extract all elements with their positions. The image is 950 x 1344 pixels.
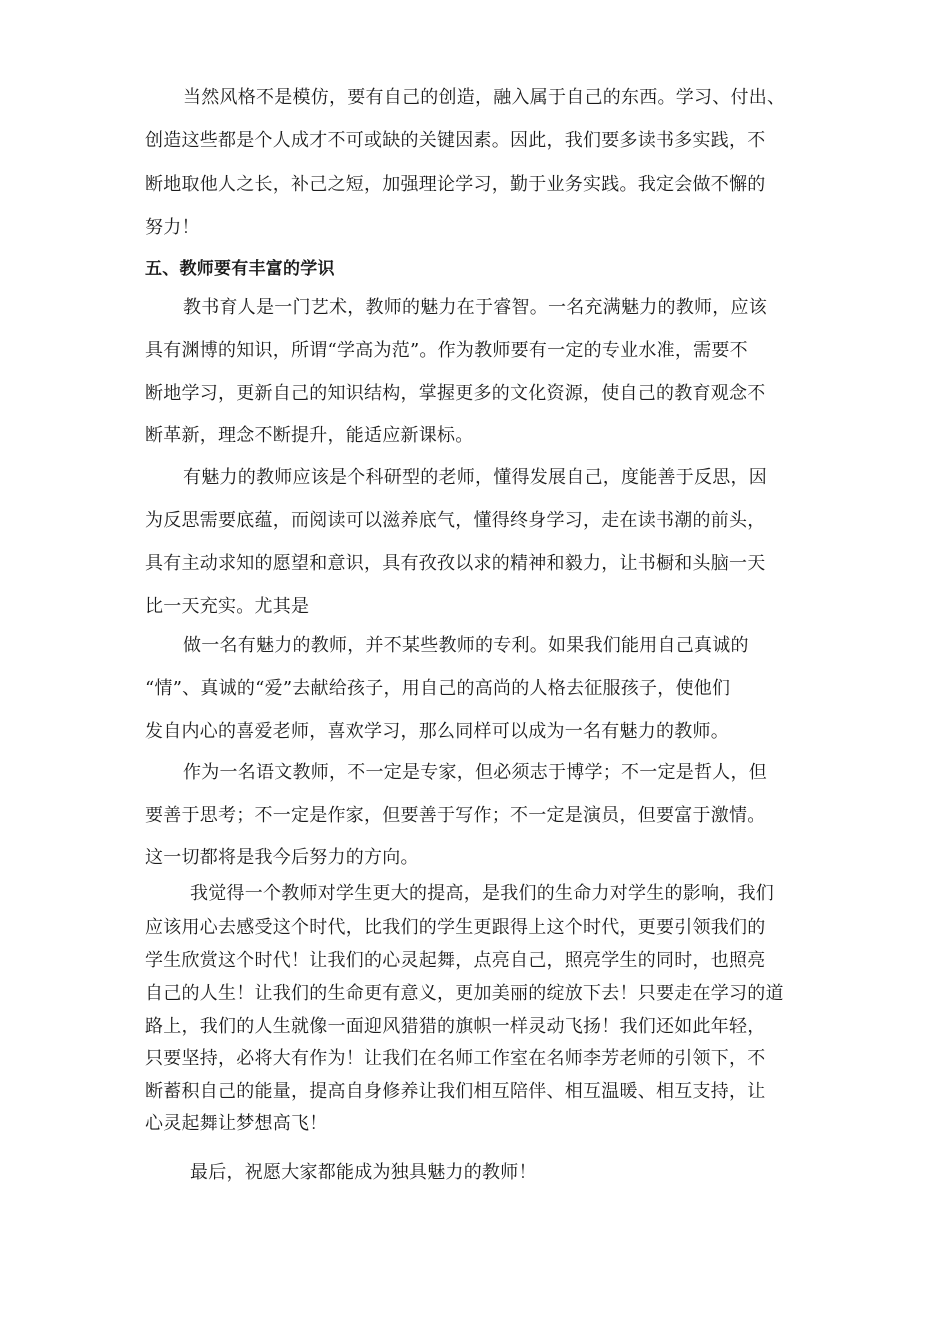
text-line: 应该用心去感受这个时代，比我们的学生更跟得上这个时代，更要引领我们的: [145, 917, 766, 938]
text-line: 心灵起舞让梦想高飞！: [145, 1113, 328, 1134]
text-line: 我觉得一个教师对学生更大的提高，是我们的生命力对学生的影响，我们: [190, 883, 774, 904]
text-line: “情”、真诚的“爱”去献给孩子，用自己的高尚的人格去征服孩子，使他们: [145, 678, 731, 699]
text-line: 做一名有魅力的教师，并不某些教师的专利。如果我们能用自己真诚的: [183, 635, 749, 656]
text-line: 学生欣赏这个时代！让我们的心灵起舞，点亮自己，照亮学生的同时，也照亮: [145, 950, 766, 971]
text-line: 具有渊博的知识，所谓“学高为范”。作为教师要有一定的专业水准，需要不: [145, 340, 748, 361]
text-line: 断革新，理念不断提升，能适应新课标。: [145, 425, 474, 446]
text-line: 有魅力的教师应该是个科研型的老师，懂得发展自己，度能善于反思，因: [183, 467, 767, 488]
text-line: 为反思需要底蕴，而阅读可以滋养底气，懂得终身学习，走在读书潮的前头，: [145, 510, 766, 531]
closing-line: 最后，祝愿大家都能成为独具魅力的教师！: [190, 1162, 537, 1183]
text-line: 自己的人生！让我们的生命更有意义，更加美丽的绽放下去！只要走在学习的道: [145, 983, 784, 1004]
text-line: 这一切都将是我今后努力的方向。: [145, 847, 419, 868]
text-line: 创造这些都是个人成才不可或缺的关键因素。因此，我们要多读书多实践，不: [145, 130, 766, 151]
text-line: 要善于思考；不一定是作家，但要善于写作；不一定是演员，但要富于激情。: [145, 805, 766, 826]
text-line: 发自内心的喜爱老师，喜欢学习，那么同样可以成为一名有魅力的教师。: [145, 721, 729, 742]
text-line: 只要坚持，必将大有作为！让我们在名师工作室在名师李芳老师的引领下，不: [145, 1048, 766, 1069]
text-line: 断地学习，更新自己的知识结构，掌握更多的文化资源，使自己的教育观念不: [145, 383, 766, 404]
text-line: 路上，我们的人生就像一面迎风猎猎的旗帜一样灵动飞扬！我们还如此年轻，: [145, 1016, 766, 1037]
section-heading: 五、教师要有丰富的学识: [145, 259, 335, 279]
text-line: 努力！: [145, 217, 200, 238]
text-line: 断地取他人之长，补己之短，加强理论学习，勤于业务实践。我定会做不懈的: [145, 174, 766, 195]
text-line: 断蓄积自己的能量，提高自身修养让我们相互陪伴、相互温暖、相互支持，让: [145, 1081, 766, 1102]
text-line: 作为一名语文教师，不一定是专家，但必须志于博学；不一定是哲人，但: [183, 762, 767, 783]
text-line: 具有主动求知的愿望和意识，具有孜孜以求的精神和毅力，让书橱和头脑一天: [145, 553, 766, 574]
text-line: 当然风格不是模仿，要有自己的创造，融入属于自己的东西。学习、付出、: [183, 87, 786, 108]
text-line: 教书育人是一门艺术，教师的魅力在于睿智。一名充满魅力的教师，应该: [183, 297, 767, 318]
text-line: 比一天充实。尤其是: [145, 596, 310, 617]
